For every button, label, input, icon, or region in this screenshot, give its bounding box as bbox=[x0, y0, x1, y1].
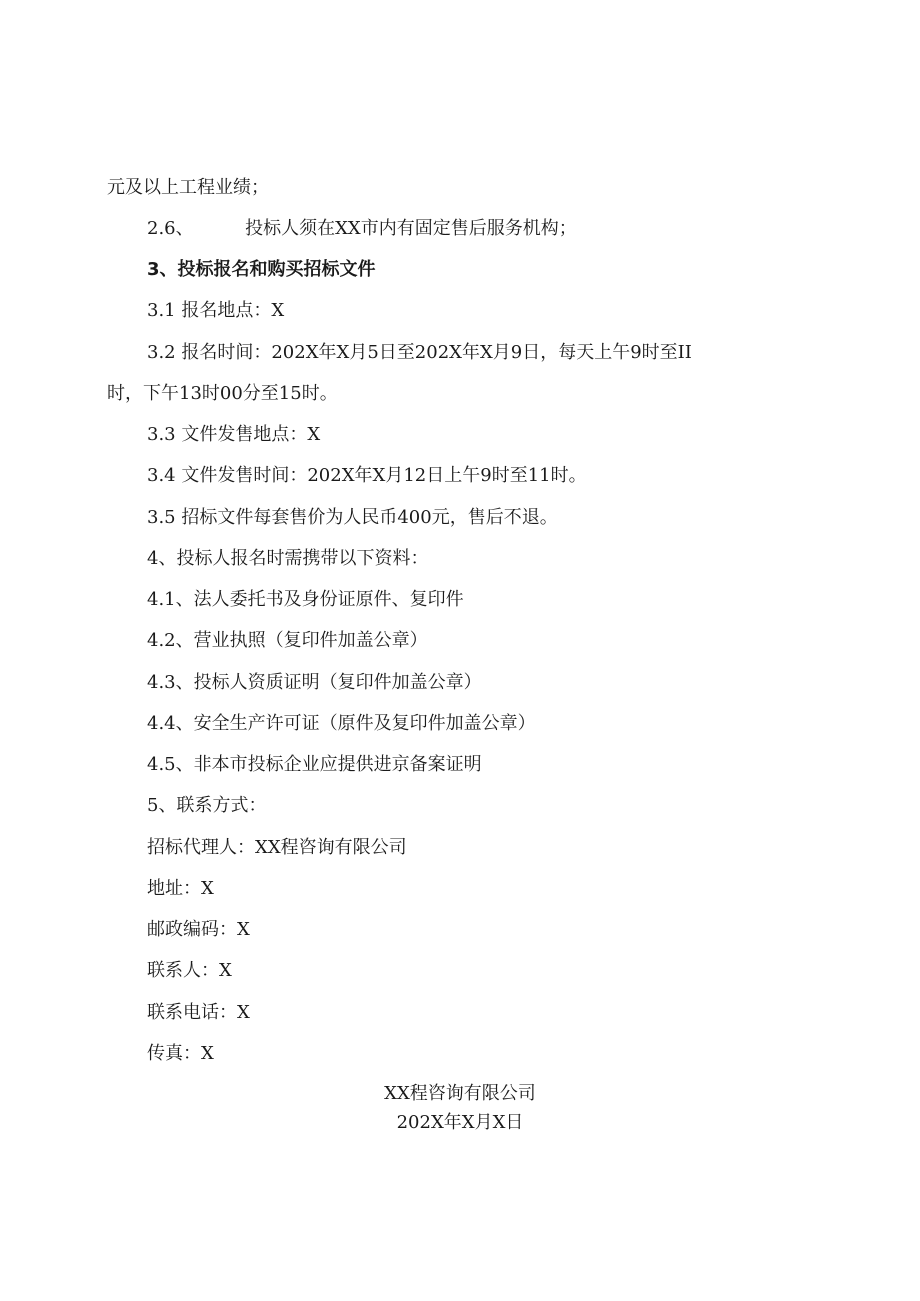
contact-address: 地址：X bbox=[147, 878, 214, 899]
clause-4-5: 4.5、非本市投标企业应提供进京备案证明 bbox=[147, 754, 482, 775]
clause-text: 投标人须在XX市内有固定售后服务机构； bbox=[245, 218, 577, 239]
clause-4-4: 4.4、安全生产许可证（原件及复印件加盖公章） bbox=[147, 713, 536, 734]
section-heading-5: 5、联系方式： bbox=[147, 795, 267, 816]
section-heading-4: 4、投标人报名时需携带以下资料： bbox=[147, 548, 429, 569]
contact-agent: 招标代理人：XX程咨询有限公司 bbox=[147, 837, 407, 858]
contact-postcode: 邮政编码：X bbox=[147, 919, 250, 940]
clause-3-5: 3.5 招标文件每套售价为人民币400元，售后不退。 bbox=[147, 507, 558, 528]
clause-4-3: 4.3、投标人资质证明（复印件加盖公章） bbox=[147, 672, 482, 693]
section-heading-3: 3、投标报名和购买招标文件 bbox=[147, 259, 376, 280]
contact-fax: 传真：X bbox=[147, 1043, 214, 1064]
clause-number: 2.6、 bbox=[147, 218, 194, 239]
clause-3-3: 3.3 文件发售地点：X bbox=[147, 424, 321, 445]
contact-person: 联系人：X bbox=[147, 960, 232, 981]
clause-3-2: 3.2 报名时间：202X年X月5日至202X年X月9日，每天上午9时至II bbox=[147, 342, 692, 363]
clause-4-2: 4.2、营业执照（复印件加盖公章） bbox=[147, 630, 428, 651]
clause-3-4: 3.4 文件发售时间：202X年X月12日上午9时至11时。 bbox=[147, 465, 587, 486]
clause-4-1: 4.1、法人委托书及身份证原件、复印件 bbox=[147, 589, 464, 610]
clause-3-1: 3.1 报名地点：X bbox=[147, 300, 285, 321]
signature-date: 202X年X月X日 bbox=[396, 1112, 524, 1133]
contact-phone: 联系电话：X bbox=[147, 1002, 250, 1023]
signature-company: XX程咨询有限公司 bbox=[384, 1083, 536, 1104]
clause-3-2-continuation: 时，下午13时00分至15时。 bbox=[107, 383, 338, 404]
clause-2-6 bbox=[147, 217, 577, 241]
text-line-continuation: 元及以上工程业绩； bbox=[107, 177, 269, 198]
